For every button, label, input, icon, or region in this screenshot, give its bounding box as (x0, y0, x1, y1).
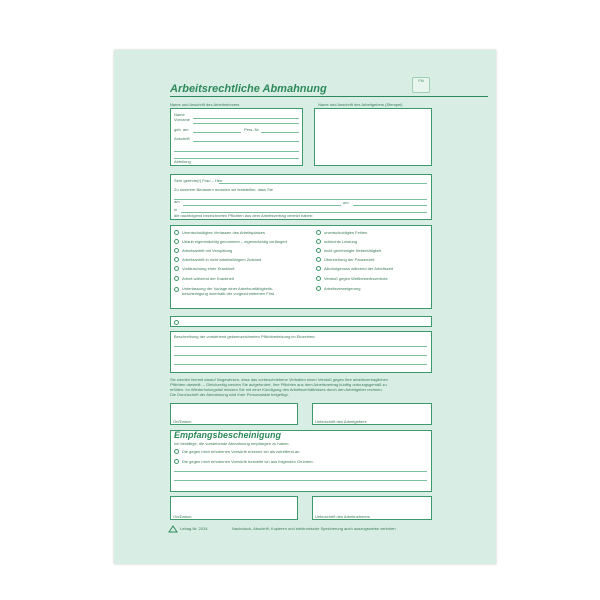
violations-box (170, 225, 432, 309)
left-option: bescheinigung innerhalb der vorgeschriebenen Frist (182, 291, 275, 296)
geb-line[interactable] (193, 132, 241, 133)
label-abteilung: Abteilung (174, 159, 191, 164)
left-option: Arbeitsantritt mit Verspätung (182, 248, 233, 253)
right-option: unentschuldigtes Fehlen (324, 230, 368, 235)
vorname-line[interactable] (193, 123, 299, 124)
left-option: Unterlassung der Vorlage einer Arbeitsunfähigkeits- (182, 286, 274, 291)
place-date-box-2[interactable] (170, 496, 298, 520)
employer-stamp-box[interactable] (314, 108, 432, 166)
description-box[interactable] (170, 331, 432, 373)
receipt-reason-line[interactable] (174, 480, 427, 481)
option-checkbox[interactable] (316, 239, 321, 244)
option-checkbox[interactable] (174, 248, 179, 253)
option-checkbox[interactable] (174, 320, 179, 325)
option-checkbox[interactable] (174, 257, 179, 262)
form-title: Arbeitsrechtliche Abmahnung (170, 83, 327, 95)
receipt-reason-line[interactable] (174, 471, 427, 472)
description-line[interactable] (174, 364, 427, 365)
left-option: Arbeit während der Krankheit (182, 276, 234, 281)
anschrift-line-2[interactable] (174, 151, 299, 152)
place-date-label-2: Ort/Datum (173, 514, 192, 519)
in-label: in (174, 207, 178, 212)
receipt-option-checkbox[interactable] (174, 459, 179, 464)
employee-box (170, 108, 303, 166)
receipt-option-checkbox[interactable] (174, 449, 179, 454)
employer-header: Name und Anschrift des Arbeitgebers (Stempel) (318, 102, 403, 107)
anschrift-line-1[interactable] (193, 141, 299, 142)
right-option: Verstoß gegen Wettbewerbsverbote (324, 276, 388, 281)
option-checkbox[interactable] (174, 230, 179, 235)
publisher-logo-icon (168, 525, 178, 533)
label-anschrift: Anschrift (174, 136, 190, 141)
label-geb: geb. am (174, 127, 189, 132)
receipt-box (170, 430, 432, 492)
right-option: Alkoholgenuss während der Arbeitszeit (324, 266, 393, 271)
abteilung-line[interactable] (174, 158, 299, 159)
receipt-option-2: Die gegen mich erhobenen Vorwürfe bestreite ich aus folgenden Gründen: (182, 459, 314, 464)
obligation-line: die nachfolgend bezeichneten Pflichten aus dem Arbeitsvertrag verletzt haben: (174, 213, 314, 218)
option-checkbox[interactable] (174, 239, 179, 244)
description-line[interactable] (174, 346, 427, 347)
salutation-line[interactable] (219, 183, 427, 184)
label-persnr: Pers.-Nr. (244, 127, 260, 132)
option-checkbox[interactable] (316, 248, 321, 253)
am-label: am (174, 199, 180, 204)
receipt-title: Empfangsbescheinigung (174, 430, 282, 440)
description-label: Beschreibung der vorstehend gekennzeichneten Pflichtverletzung im Einzelnen: (174, 334, 316, 339)
persnr-line[interactable] (261, 132, 299, 133)
am-line[interactable] (183, 205, 341, 206)
place-date-label: Ort/Datum (173, 419, 192, 424)
option-checkbox[interactable] (316, 230, 321, 235)
notice-fill-line[interactable] (174, 199, 427, 200)
left-option: Unentschuldigtes Verlassen des Arbeitsplatzes (182, 230, 265, 235)
option-checkbox[interactable] (316, 266, 321, 271)
notice-line: Zu unserem Bedauern mussten wir feststellen, dass Sie (174, 187, 273, 192)
right-option: schlechte Leistung (324, 239, 358, 244)
left-option: Arbeitsantritt in nicht arbeitsfähigem Zustand (182, 257, 262, 262)
name-line[interactable] (193, 118, 299, 119)
salutation-box (170, 174, 432, 220)
description-line[interactable] (174, 355, 427, 356)
other-option-box (170, 316, 432, 327)
option-checkbox[interactable] (316, 276, 321, 281)
right-option: Überziehung der Pausenzeit (324, 257, 375, 262)
right-option: Arbeitsverweigerung (324, 286, 361, 291)
label-name: Name (174, 112, 185, 117)
warning-text-line: erfüllen. Im Wiederholungsfall müssen Sie mit einer Kündigung des Arbeitsverhältnisses durch den Arbeitgeber rechnen. (170, 387, 383, 392)
form-badge: FN (412, 77, 430, 93)
left-option: Vortäuschung einer Krankheit (182, 266, 235, 271)
warning-text-line: Sie werden hiermit darauf hingewiesen, dass das vorbeschriebene Verhalten einen Verstoß gegen Ihre arbeitsvertraglichen (170, 377, 388, 382)
um-label: um (343, 200, 349, 205)
footer-right: Nachdruck, Abschrift, Kopieren und elektronische Speicherung auch auszugsweise verboten (232, 526, 396, 531)
employee-signature-box[interactable] (312, 496, 432, 520)
right-option: nicht genehmigte Nebentätigkeit (324, 248, 382, 253)
option-checkbox[interactable] (316, 257, 321, 262)
left-option: Urlaub eigenmächtig genommen – eigenmächtig verlängert (182, 239, 287, 244)
title-rule (170, 96, 488, 97)
option-checkbox[interactable] (174, 266, 179, 271)
employee-header: Name und Anschrift des Arbeitnehmers (170, 102, 240, 107)
option-checkbox[interactable] (316, 286, 321, 291)
employer-signature-box[interactable] (312, 403, 432, 425)
place-date-box[interactable] (170, 403, 298, 425)
um-line[interactable] (353, 205, 427, 206)
warning-text-line: Die Durchschrift der Abmahnung wird Ihrer Personalakte beigefügt. (170, 392, 289, 397)
employer-signature-label: Unterschrift des Arbeitgebers (315, 419, 367, 424)
employee-signature-label: Unterschrift des Arbeitnehmers (315, 514, 370, 519)
label-vorname: Vorname (174, 117, 191, 122)
salutation-label: Sehr geehrte(r) Frau – Herr (174, 178, 223, 183)
receipt-text: Ich bestätige, die vorstehende Abmahnung empfangen zu haben. (174, 441, 290, 446)
option-checkbox[interactable] (174, 276, 179, 281)
option-checkbox[interactable] (174, 287, 179, 292)
footer-left: Lebag-Nr. 2034 (180, 526, 208, 531)
warning-text-line: Pflichten darstellt. – Gleichzeitig werden Sie aufgefordert, Ihre Pflichten aus dem Arbeitsvertrag künftig ordnungsgemäß zu (170, 382, 387, 387)
receipt-option-1: Die gegen mich erhobenen Vorwürfe erkenne ich als zutreffend an. (182, 449, 301, 454)
form-sheet (114, 50, 496, 564)
